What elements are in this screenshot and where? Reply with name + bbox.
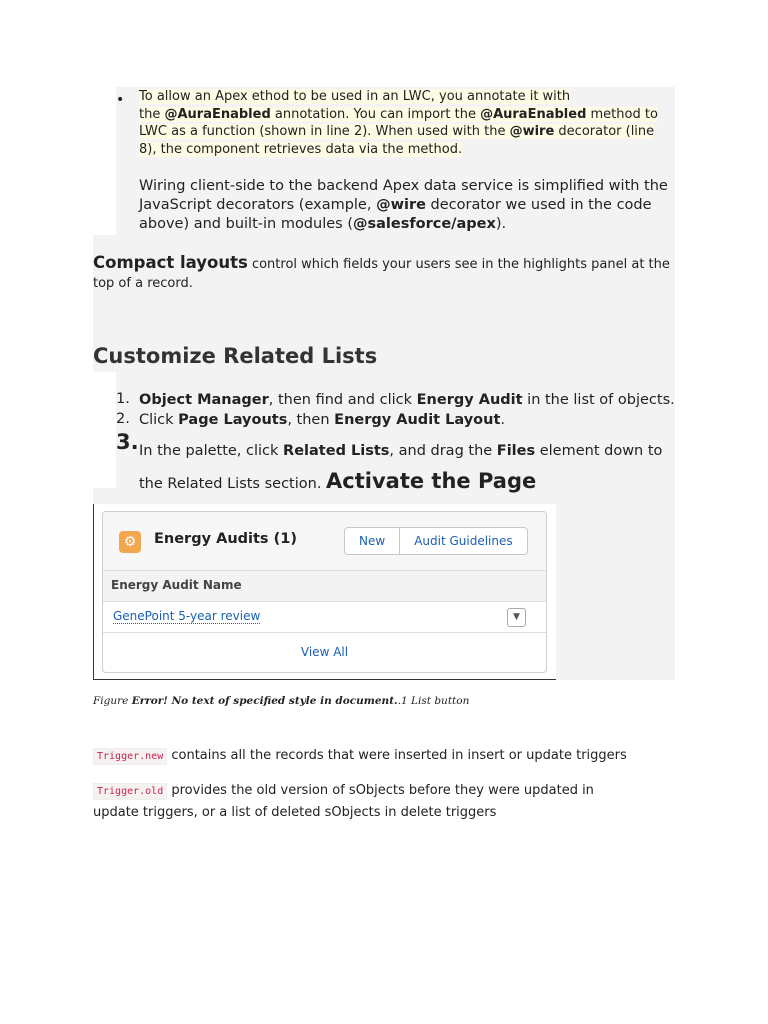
gear-icon: ⚙ [119, 531, 141, 553]
bullet-marker: • [116, 92, 125, 108]
figure-caption: Figure Error! No text of specified style in document..1 List button [93, 695, 470, 707]
step-number: 2. [116, 411, 130, 427]
step-number: 3. [116, 430, 139, 454]
wiring-paragraph: Wiring client-side to the backend Apex data service is simplified with the JavaScript decorators (example, @wire decorator we used in the code above) and built-in modules (@salesforce/apex). [139, 178, 668, 232]
view-all-link[interactable]: View All [300, 645, 349, 659]
inline-heading: Activate the Page [326, 469, 537, 493]
record-link[interactable]: GenePoint 5-year review [113, 609, 261, 623]
new-button[interactable]: New [359, 534, 386, 548]
column-header-label[interactable]: Energy Audit Name [111, 578, 242, 592]
compact-layouts-paragraph: Compact layouts control which fields your users see in the highlights panel at the top of a record. [93, 253, 670, 291]
button-group [344, 527, 528, 555]
step-item: Click Page Layouts, then Energy Audit Layout. [139, 412, 505, 428]
chevron-down-icon[interactable]: ▼ [507, 608, 526, 627]
step-item: Object Manager, then find and click Energy Audit in the list of objects. [139, 392, 675, 408]
table-row [103, 602, 546, 633]
section-heading: Customize Related Lists [93, 344, 378, 368]
related-list-card [102, 511, 547, 673]
audit-guidelines-button[interactable]: Audit Guidelines [399, 528, 526, 554]
card-header [103, 512, 546, 570]
card-title: Energy Audits (1) [154, 531, 297, 547]
trigger-new-line: Trigger.new contains all the records that were inserted in insert or update triggers [93, 748, 627, 763]
bullet-paragraph: To allow an Apex ethod to be used in an LWC, you annotate it with the @AuraEnabled annotation. You can import the @AuraEnabled method to LWC as a function (shown in line 2). When used with the @wire decorator (line 8), the component retrieves data via the method. [139, 89, 658, 157]
step-number: 1. [116, 391, 130, 407]
trigger-old-line: Trigger.old provides the old version of sObjects before they were updated in update triggers, or a list of deleted sObjects in delete triggers [93, 783, 594, 820]
column-header [103, 570, 546, 602]
inline-code: Trigger.new [93, 748, 167, 765]
inline-code: Trigger.old [93, 783, 167, 800]
step-item: In the palette, click Related Lists, and drag the Files element down to the Related Lists section. Activate the Page [139, 443, 663, 493]
